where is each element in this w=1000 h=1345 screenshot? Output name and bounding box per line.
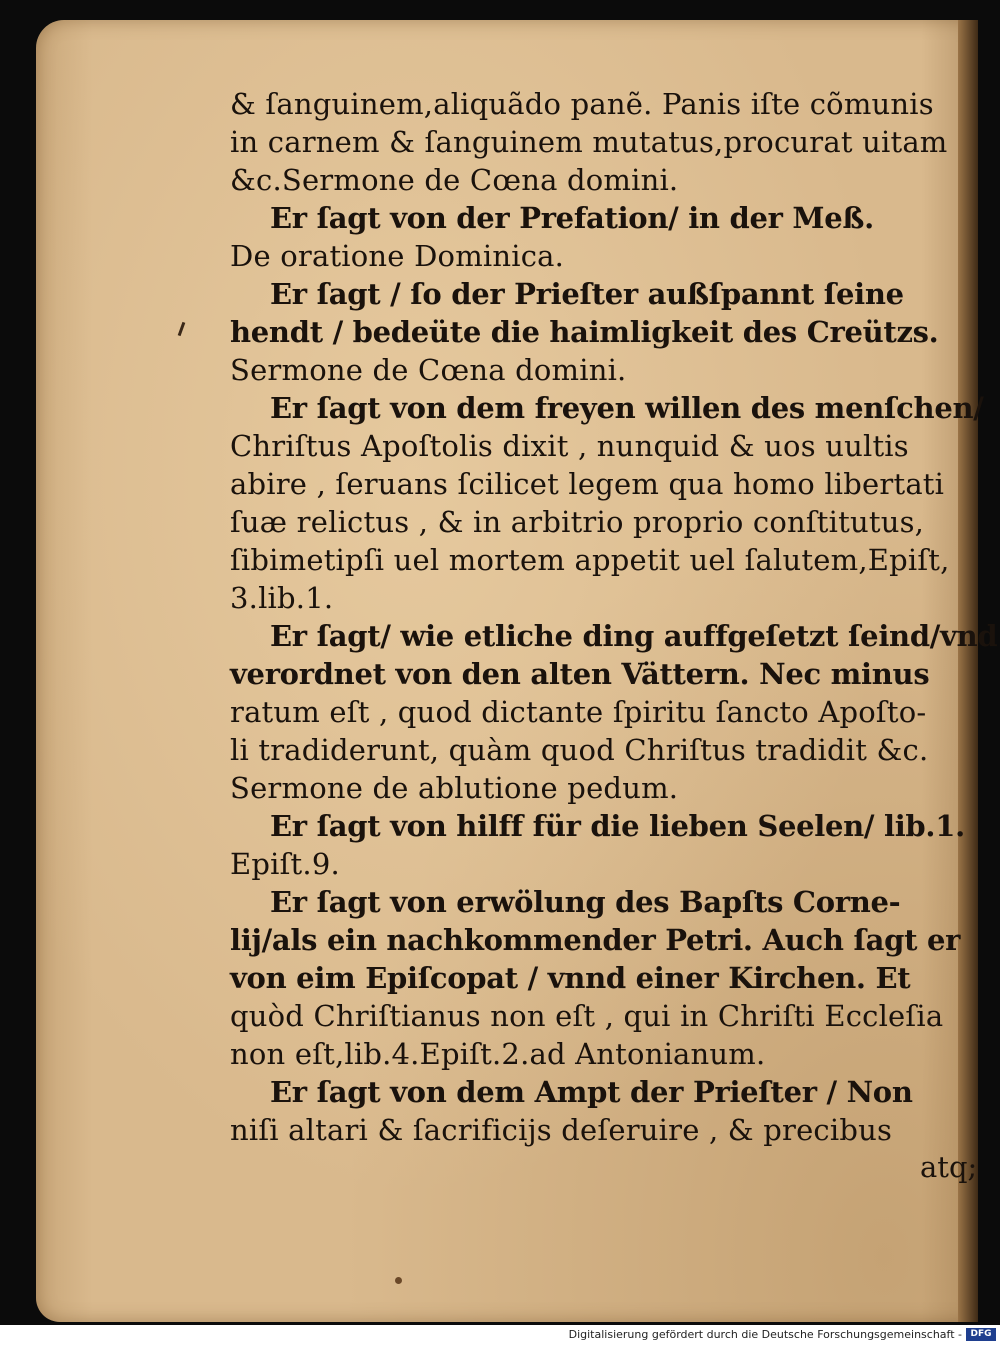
text-line: von eim Epiſcopat / vnnd einer Kirchen. Et <box>230 961 911 995</box>
page-text-block <box>230 85 998 1149</box>
text-line: abire , ſeruans ſcilicet legem qua homo libertati <box>230 467 945 501</box>
funding-notice: Digitalisierung gefördert durch die Deutsche Forschungsgemeinschaft - <box>568 1328 962 1341</box>
text-line: Er ſagt von hilff für die lieben Seelen/ lib.1. <box>270 809 965 843</box>
text-line: Epiſt.9. <box>230 847 340 881</box>
ink-spot <box>395 1277 402 1284</box>
text-line: Sermone de ablutione pedum. <box>230 771 679 805</box>
catchword: atq; <box>920 1150 978 1184</box>
text-line: Er ſagt/ wie etliche ding auffgeſetzt ſeind/vnd <box>270 619 998 653</box>
text-line: lij/als ein nachkommender Petri. Auch ſagt er <box>230 923 961 957</box>
text-line: De oratione Dominica. <box>230 239 565 273</box>
page-gutter <box>958 20 978 1322</box>
text-line: in carnem & ſanguinem mutatus,procurat uitam <box>230 125 948 159</box>
text-line: non eſt,lib.4.Epiſt.2.ad Antonianum. <box>230 1037 766 1071</box>
text-line: niſi altari & ſacrificijs deſeruire , & precibus <box>230 1113 893 1147</box>
text-line: Chriſtus Apoſtolis dixit , nunquid & uos uultis <box>230 429 909 463</box>
text-line: hendt / bedeüte die haimligkeit des Creützs. <box>230 315 939 349</box>
text-line: &c.Sermone de Cœna domini. <box>230 163 679 197</box>
dfg-logo: DFG <box>966 1328 996 1341</box>
text-line: 3.lib.1. <box>230 581 334 615</box>
text-line: Sermone de Cœna domini. <box>230 353 627 387</box>
text-line: quòd Chriſtianus non eſt , qui in Chriſti Eccleſia <box>230 999 944 1033</box>
text-line: Er ſagt von dem Ampt der Prieſter / Non <box>270 1075 913 1109</box>
text-line: Er ſagt von dem freyen willen des menſchen/ <box>270 391 984 425</box>
text-line: ſuæ relictus , & in arbitrio proprio conſtitutus, <box>230 505 925 539</box>
text-line: Er ſagt von erwölung des Bapſts Corne- <box>270 885 901 919</box>
text-line: verordnet von den alten Vättern. Nec minus <box>230 657 930 691</box>
text-line: Er ſagt von der Prefation/ in der Meß. <box>270 201 874 235</box>
text-line: Er ſagt / ſo der Prieſter außſpannt ſeine <box>270 277 904 311</box>
text-line: & ſanguinem,aliquãdo panẽ. Panis iſte cõmunis <box>230 87 934 121</box>
text-line: ſibimetipſi uel mortem appetit uel ſalutem,Epiſt, <box>230 543 950 577</box>
text-line: ratum eſt , quod dictante ſpiritu ſancto Apoſto- <box>230 695 927 729</box>
footer-bar <box>0 1325 1000 1345</box>
text-line: li tradiderunt, quàm quod Chriſtus tradidit &c. <box>230 733 929 767</box>
